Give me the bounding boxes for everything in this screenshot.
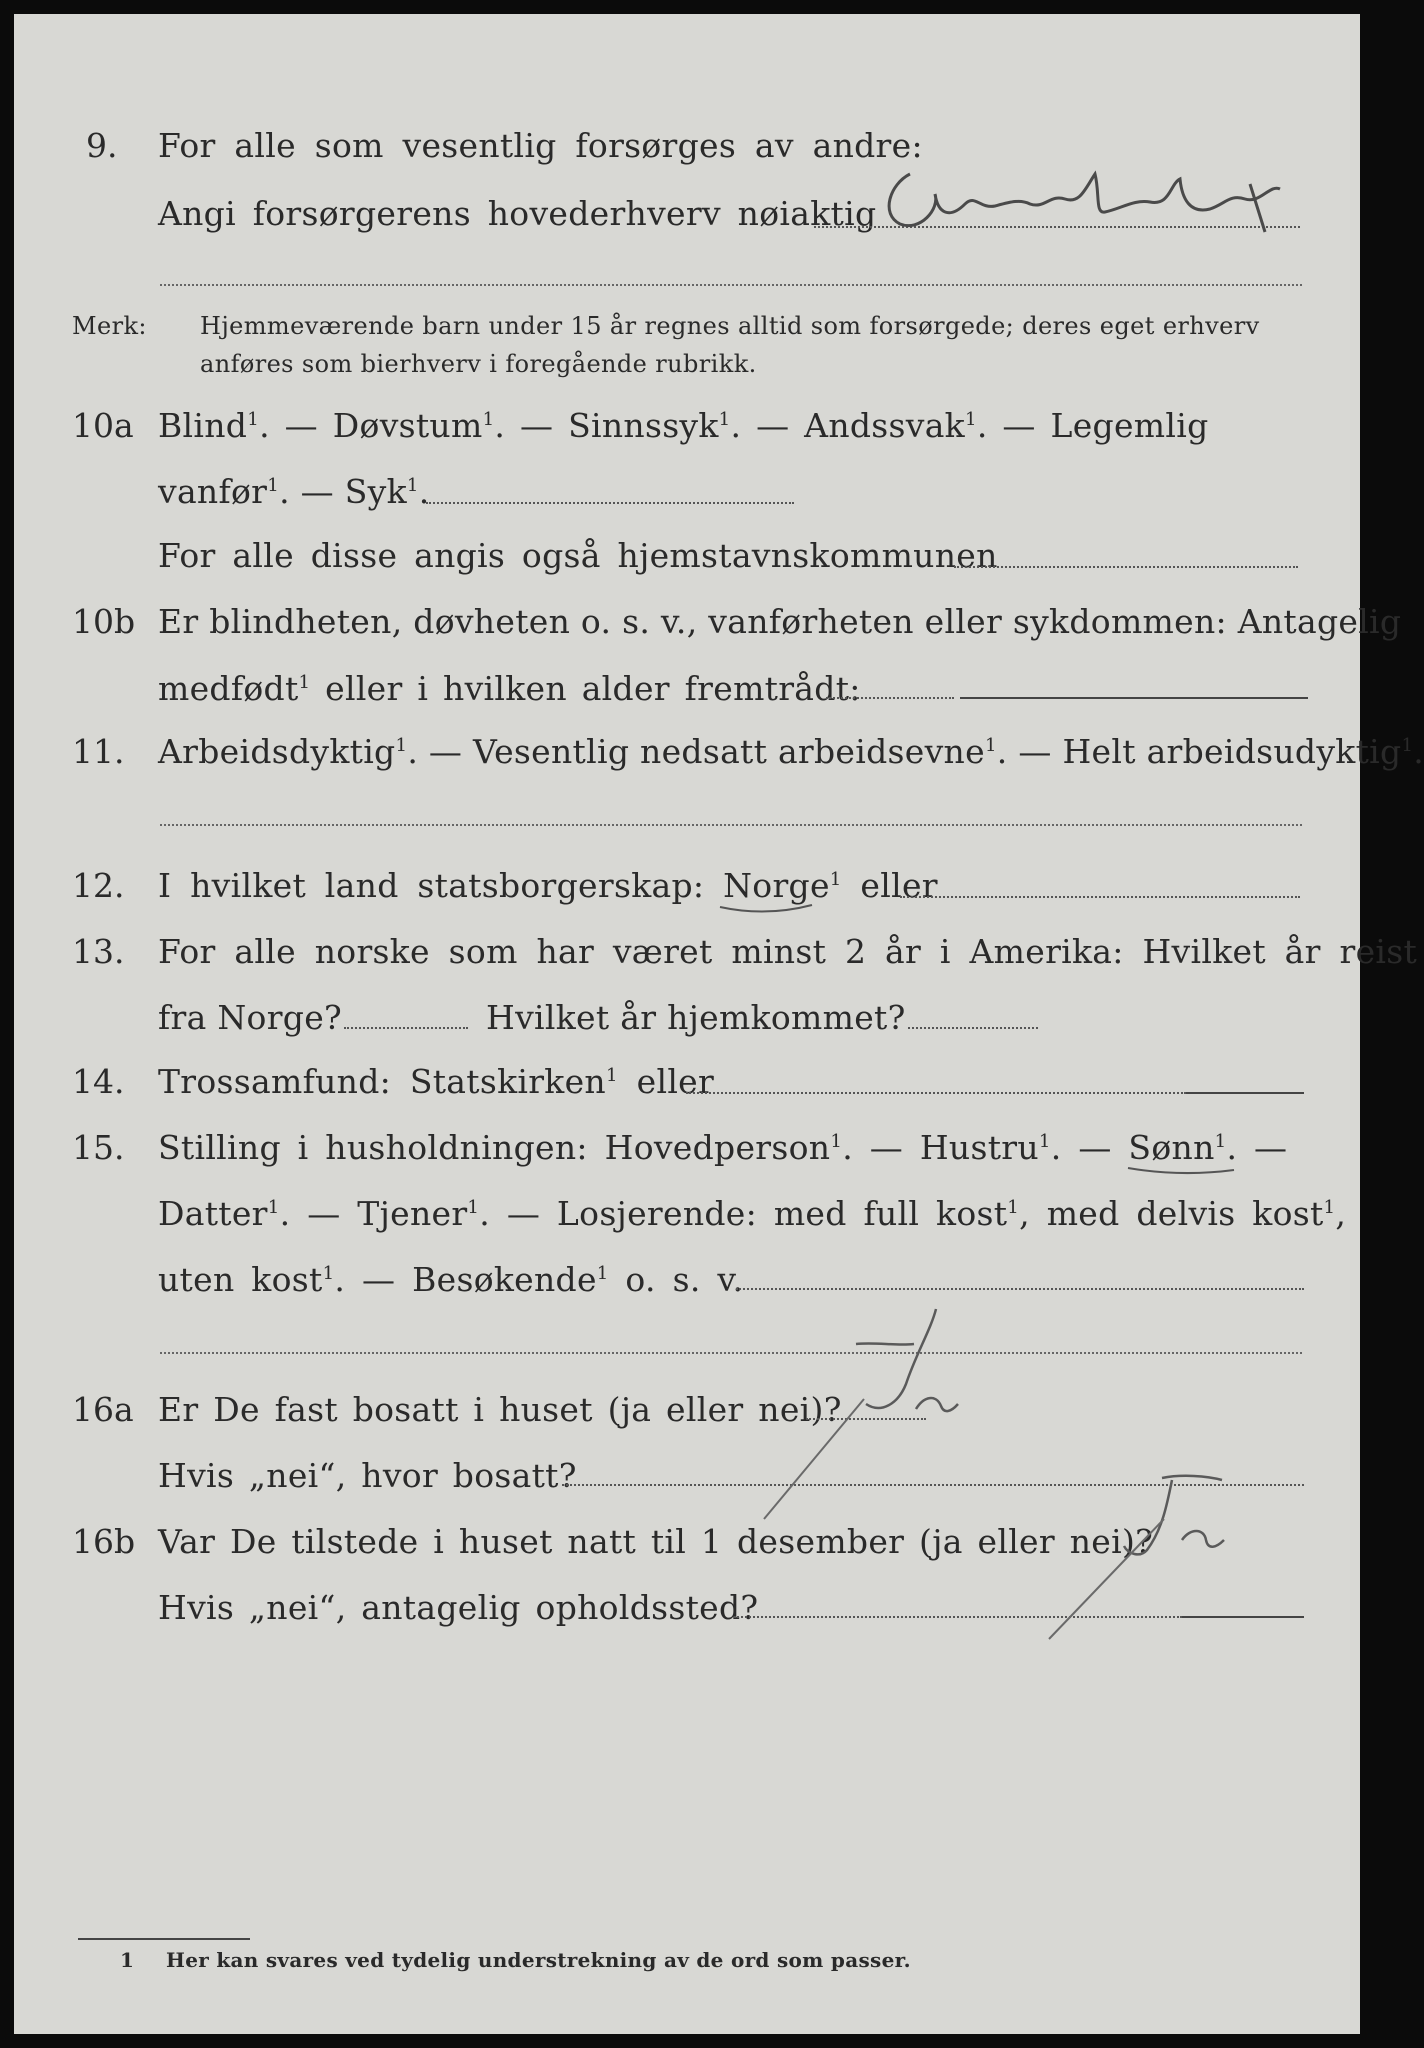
q11-line1: Arbeidsdyktig$^1$. — Vesentlig nedsatt arbeidsevne$^1$. — Helt arbeidsudyktig$^1$. (158, 732, 1424, 771)
merk-label: Merk: (72, 312, 147, 340)
q15-line2: Datter$^1$. — Tjener$^1$. — Losjerende: med full kost$^1$, med delvis kost$^1$, (158, 1194, 1347, 1233)
q9-separator (160, 284, 1302, 286)
q9-handwritten-answer (870, 154, 1290, 244)
q10b-answer-line-solid (960, 697, 1308, 699)
q10a-answer-line2 (954, 566, 1298, 568)
census-form-page (14, 14, 1424, 2034)
q10b-line1: Er blindheten, døvheten o. s. v., vanførheten eller sykdommen: Antagelig (158, 602, 1402, 641)
q10a-number: 10a (72, 406, 134, 445)
q14-answer-line-solid (1186, 1092, 1304, 1094)
q10b-number: 10b (72, 602, 136, 641)
q12-line1: I hvilket land statsborgerskap: Norge$^1$ eller (158, 866, 938, 905)
q10a-answer-line1 (426, 502, 794, 504)
q16b-line1: Var De tilstede i huset natt til 1 desember (ja eller nei)? (158, 1522, 1154, 1561)
q16b-number: 16b (72, 1522, 136, 1561)
q12-number: 12. (72, 866, 125, 905)
q11-separator (160, 824, 1302, 826)
q10a-line1: Blind$^1$. — Døvstum$^1$. — Sinnssyk$^1$. — Andssvak$^1$. — Legemlig (158, 406, 1209, 445)
q9-number: 9. (86, 126, 118, 165)
q10b-line2: medfødt$^1$ eller i hvilken alder fremtrådt: (158, 669, 861, 708)
q9-line2: Angi forsørgerens hovederhverv nøiaktig (158, 194, 877, 233)
q16a-line1: Er De fast bosatt i huset (ja eller nei)? (158, 1390, 842, 1429)
footnote-marker: 1 (120, 1948, 135, 1972)
q11-number: 11. (72, 732, 125, 771)
q15-separator (160, 1352, 1302, 1354)
q14-number: 14. (72, 1062, 125, 1101)
q12-answer-line (900, 896, 1300, 898)
q15-line3: uten kost$^1$. — Besøkende$^1$ o. s. v. (158, 1260, 744, 1299)
q10a-line2: vanfør$^1$. — Syk$^1$. (158, 472, 430, 511)
q12-norge-underline (718, 900, 814, 912)
q16b-answer-line-solid (1182, 1616, 1304, 1618)
footnote-rule (78, 1938, 250, 1940)
q14-line1: Trossamfund: Statskirken$^1$ eller (158, 1062, 715, 1101)
q14-answer-line (686, 1092, 1186, 1094)
q16b-line2: Hvis „nei“, antagelig opholdssted? (158, 1588, 759, 1627)
q10a-line3: For alle disse angis også hjemstavnskommunen (158, 536, 998, 575)
q15-sonn-underline (1126, 1162, 1236, 1174)
q13-line2: fra Norge? Hvilket år hjemkommet? (158, 998, 1038, 1037)
q9-line1: For alle som vesentlig forsørges av andre: (158, 126, 923, 165)
q16a-slash-stroke (754, 1394, 874, 1524)
q16b-slash-stroke (1034, 1514, 1174, 1644)
footnote-text: Her kan svares ved tydelig understrekning av de ord som passer. (166, 1948, 911, 1972)
q15-line1: Stilling i husholdningen: Hovedperson$^1$. — Hustru$^1$. — Sønn$^1$. — (158, 1128, 1288, 1167)
q10b-answer-line (826, 697, 954, 699)
merk-text-line1: Hjemmeværende barn under 15 år regnes alltid som forsørgede; deres eget erhverv (200, 312, 1260, 340)
q16a-number: 16a (72, 1390, 134, 1429)
merk-text-line2: anføres som bierhverv i foregående rubrikk. (200, 350, 757, 378)
q13-line1: For alle norske som har været minst 2 år i Amerika: Hvilket år reist (158, 932, 1418, 971)
q15-answer-line (736, 1288, 1304, 1290)
q15-number: 15. (72, 1128, 125, 1167)
q16a-line2: Hvis „nei“, hvor bosatt? (158, 1456, 577, 1495)
q13-number: 13. (72, 932, 125, 971)
